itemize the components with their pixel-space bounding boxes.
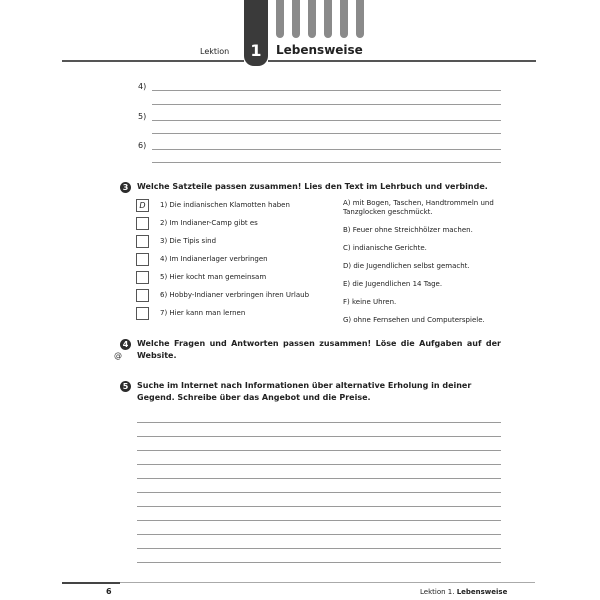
writing-line[interactable] [152,133,501,134]
footer-bar [62,582,120,584]
lesson-title: Lebensweise [276,43,363,57]
answer-box[interactable] [136,253,149,266]
answer-box[interactable] [136,289,149,302]
writing-line[interactable] [152,120,501,121]
website-icon: @ [114,351,122,360]
match-option: G) ohne Fernsehen und Computerspiele. [343,316,485,324]
header-stripe [324,0,332,38]
writing-line[interactable] [137,562,501,563]
writing-line[interactable] [137,520,501,521]
lesson-number-tab [244,0,268,66]
header-stripe [340,0,348,38]
exercise-number-badge: 3 [120,182,131,193]
header-stripe [308,0,316,38]
match-option: E) die Jugendlichen 14 Tage. [343,280,443,288]
answer-box[interactable] [136,271,149,284]
match-item: 2) Im Indianer-Camp gibt es [160,219,258,227]
line-number: 4) [138,82,147,91]
answer-box[interactable]: D [136,199,149,212]
match-option: A) mit Bogen, Taschen, Handtrommeln und Tanzglocken geschmückt. [343,199,494,216]
answer-box[interactable] [136,217,149,230]
exercise-number-badge: 5 [120,381,131,392]
writing-line[interactable] [137,450,501,451]
header-rule-left [62,60,244,62]
match-item: 4) Im Indianerlager verbringen [160,255,268,263]
footer-lesson-prefix: Lektion 1. [420,588,455,596]
footer-lesson-title: Lebensweise [456,588,508,596]
line-number: 6) [138,141,147,150]
writing-line[interactable] [137,478,501,479]
lektion-label: Lektion [200,47,230,56]
exercise4-instruction: Welche Fragen und Antworten passen zusammen! Löse die Aufgaben auf der Website. [137,339,501,360]
match-item: 3) Die Tipis sind [160,237,217,245]
writing-line[interactable] [152,149,501,150]
header-rule-right [268,60,536,62]
answer-box[interactable] [136,235,149,248]
footer-lesson-ref [420,588,507,596]
match-item: 6) Hobby-Indianer verbringen ihren Urlaub [160,291,310,299]
footer-rule [120,582,535,583]
writing-line[interactable] [137,548,501,549]
writing-line[interactable] [137,534,501,535]
writing-line[interactable] [152,90,501,91]
writing-line[interactable] [137,436,501,437]
writing-line[interactable] [137,464,501,465]
writing-line[interactable] [137,492,501,493]
header-stripe [356,0,364,38]
exercise5-instruction: Suche im Internet nach Informationen über alternative Erholung in deiner Gegend. Schreibe über das Angebot und die Preise. [137,381,472,402]
writing-line[interactable] [137,506,501,507]
header-stripe [276,0,284,38]
exercise3-instruction: Welche Satzteile passen zusammen! Lies den Text im Lehrbuch und verbinde. [137,182,488,191]
match-item: 7) Hier kann man lernen [160,309,246,317]
match-option: C) indianische Gerichte. [343,244,427,252]
match-option: F) keine Uhren. [343,298,397,306]
match-option: D) die Jugendlichen selbst gemacht. [343,262,470,270]
match-item: 5) Hier kocht man gemeinsam [160,273,267,281]
exercise-number-badge: 4 [120,339,131,350]
page-number: 6 [106,587,112,596]
line-number: 5) [138,112,147,121]
match-option: B) Feuer ohne Streichhölzer machen. [343,226,473,234]
writing-line[interactable] [137,422,501,423]
header-stripe [292,0,300,38]
lesson-number: 1 [250,41,262,60]
writing-line[interactable] [152,104,501,105]
match-item: 1) Die indianischen Klamotten haben [160,201,290,209]
writing-line[interactable] [152,162,501,163]
answer-box[interactable] [136,307,149,320]
